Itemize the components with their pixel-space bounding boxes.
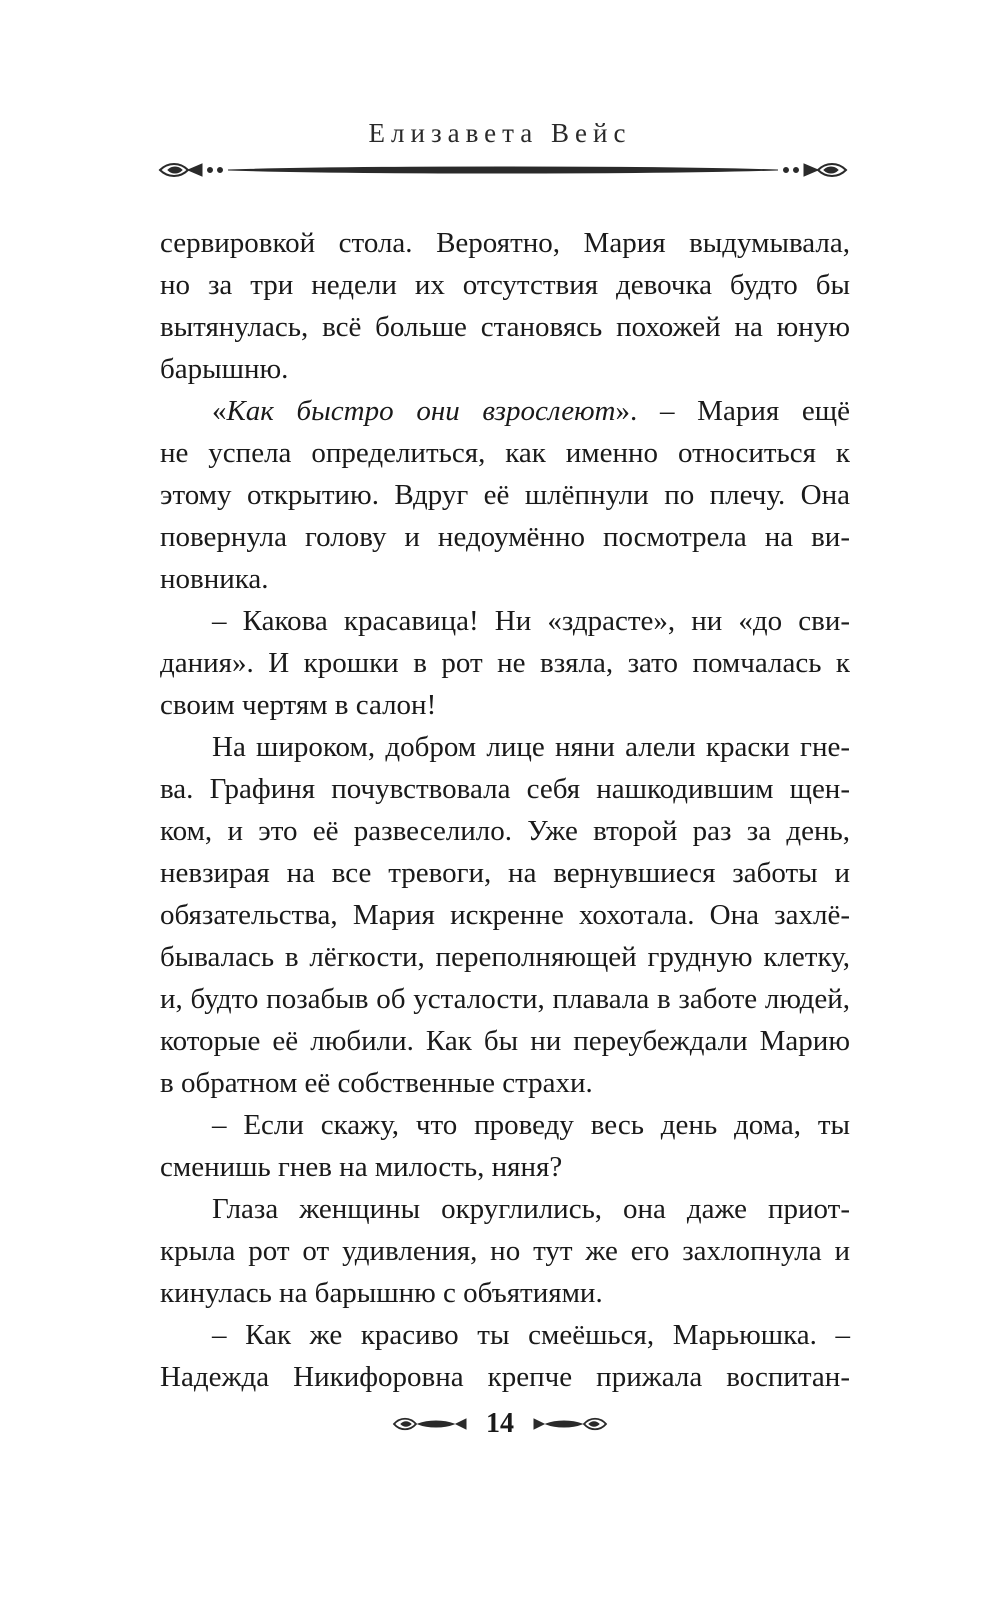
text-line: невзирая на все тревоги, на вернувшиеся заботы и <box>160 857 850 889</box>
text-line <box>160 390 850 432</box>
text-line: обязательства, Мария искренне хохотала. Она захлё- <box>160 899 850 931</box>
text-line: не успела определиться, как именно относиться к <box>160 437 850 469</box>
text-line: дания». И крошки в рот не взяла, зато помчалась к <box>160 647 850 679</box>
text-line: повернула голову и недоумённо посмотрела на ви- <box>160 521 850 553</box>
text-line: – Если скажу, что проведу весь день дома, ты <box>212 1109 850 1141</box>
text-line: – Как же красиво ты смеёшься, Марьюшка. – <box>212 1319 850 1351</box>
text-line: кинулась на барышню с объятиями. <box>160 1277 603 1309</box>
text-line: сервировкой стола. Вероятно, Мария выдумывала, <box>160 227 850 259</box>
folio <box>0 1404 1000 1444</box>
text-line: и, будто позабыв об усталости, плавала в заботе людей, <box>160 983 850 1015</box>
text-line: На широком, добром лице няни алели краски гне- <box>212 731 850 763</box>
text-line: в обратном её собственные страхи. <box>160 1067 593 1099</box>
text-line: новника. <box>160 563 269 595</box>
text-line: барышню. <box>160 353 289 385</box>
flourish-rule-icon <box>158 158 848 182</box>
text-line: Надежда Никифоровна крепче прижала воспитан- <box>160 1361 850 1393</box>
text-line: своим чертям в салон! <box>160 689 437 721</box>
text-line-pre: « <box>212 395 227 427</box>
page-number: 14 <box>486 1408 514 1439</box>
text-line-post: ». – Мария ещё <box>615 395 850 427</box>
text-line: ком, и это её развеселило. Уже второй раз за день, <box>160 815 850 847</box>
text-line: Глаза женщины округлились, она даже приот- <box>212 1193 850 1225</box>
text-line-italic: Как быстро они взрослеют <box>226 395 616 427</box>
text-line: бывалась в лёгкости, переполняющей грудную клетку, <box>160 941 850 973</box>
text-line: крыла рот от удивления, но тут же его захлопнула и <box>160 1235 850 1267</box>
text-line: которые её любили. Как бы ни переубеждали Марию <box>160 1025 850 1057</box>
text-line: вытянулась, всё больше становясь похожей на юную <box>160 311 850 343</box>
flourish-right-icon <box>532 1414 608 1434</box>
text-line: этому открытию. Вдруг её шлёпнули по плечу. Она <box>160 479 850 511</box>
flourish-left-icon <box>392 1414 468 1434</box>
running-head-author: Елизавета Вейс <box>368 118 632 148</box>
text-line: – Какова красавица! Ни «здрасте», ни «до сви- <box>212 605 850 637</box>
text-line: сменишь гнев на милость, няня? <box>160 1151 563 1183</box>
text-line: ва. Графиня почувствовала себя нашкодившим щен- <box>160 773 850 805</box>
body-text <box>160 222 850 1398</box>
text-line: но за три недели их отсутствия девочка будто бы <box>160 269 850 301</box>
